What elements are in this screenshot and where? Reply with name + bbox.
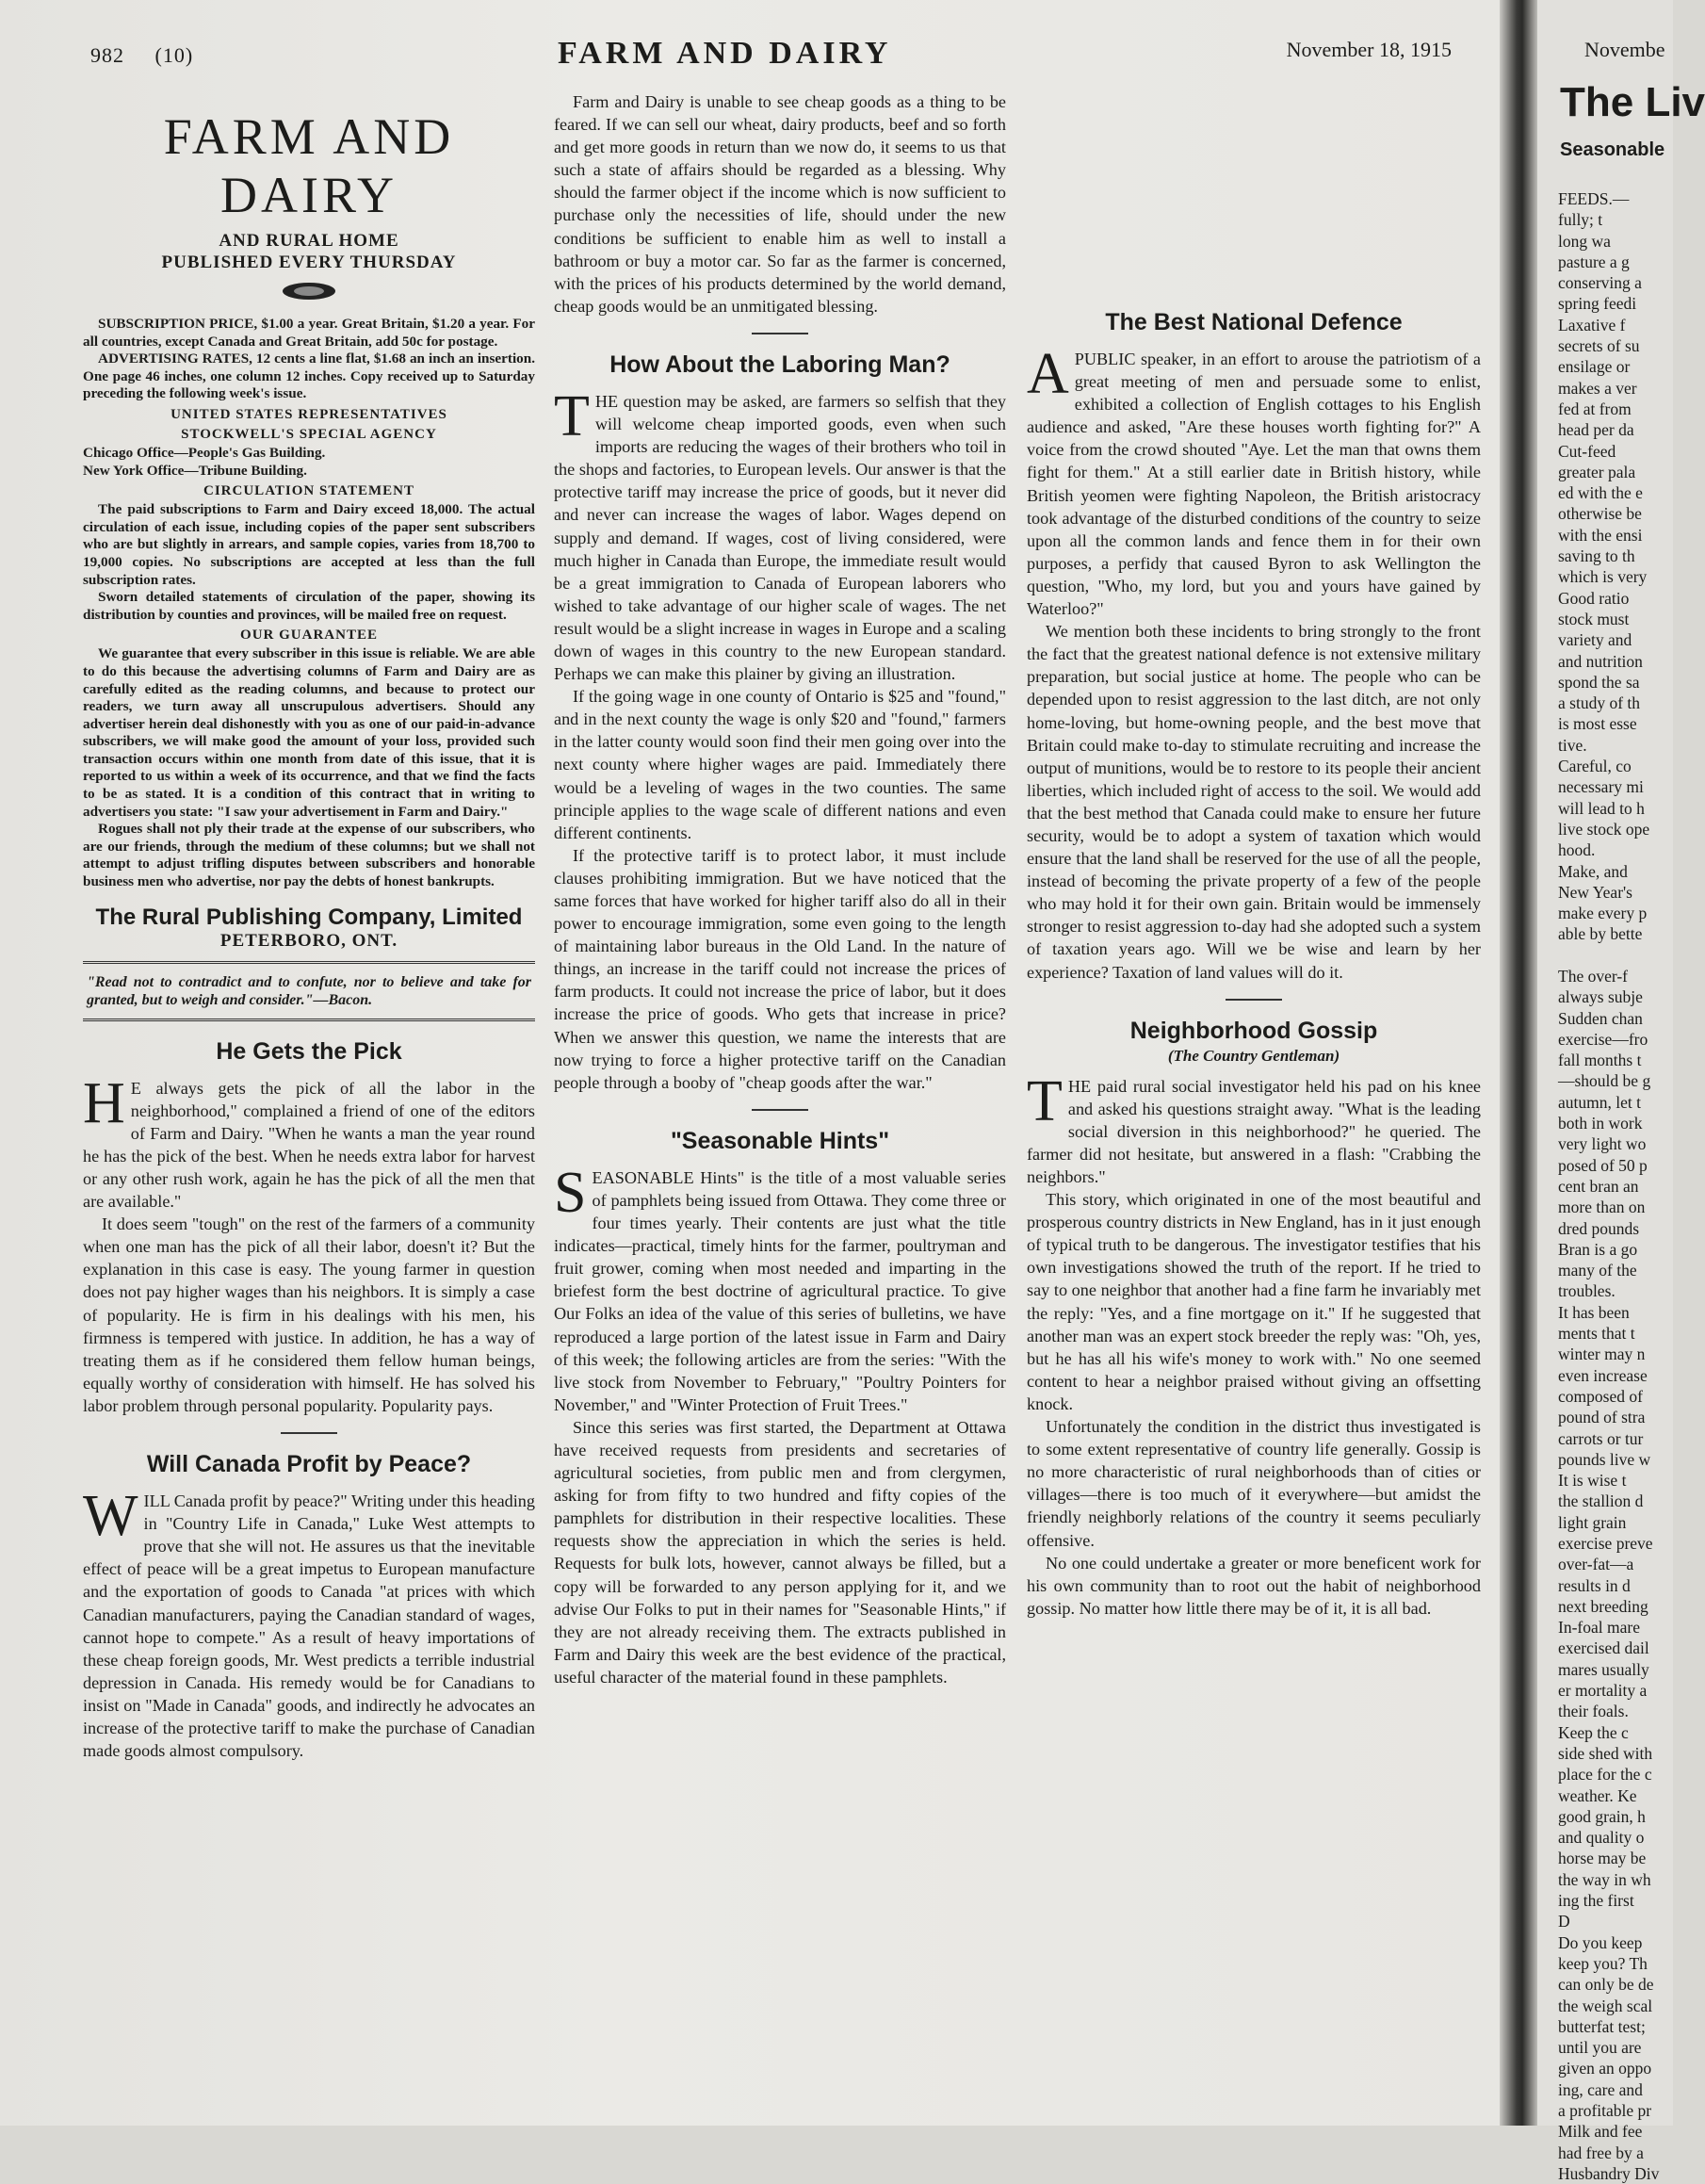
drop-cap: A (1027, 342, 1069, 406)
guarantee-heading: OUR GUARANTEE (240, 627, 378, 644)
adjacent-text-line: pounds live w (1558, 1449, 1651, 1469)
bacon-quote: "Read not to contradict and to confute, nor to believe and take for granted, but to weigh and consider."—Bacon. (87, 973, 531, 1008)
adjacent-text-line: composed of (1558, 1386, 1643, 1406)
adjacent-text-line: many of the (1558, 1261, 1637, 1280)
adjacent-text-line: with the ensi (1558, 525, 1643, 545)
adjacent-text-line: ing, care and (1558, 2079, 1643, 2099)
adjacent-text-line: mares usually (1558, 1659, 1649, 1679)
adjacent-text-line: long wa (1558, 231, 1611, 251)
us-representatives-heading: UNITED STATES REPRESENTATIVES (170, 406, 447, 422)
adjacent-text-line: ing the first (1558, 1891, 1634, 1911)
adjacent-text-line: Good ratio (1558, 588, 1630, 608)
adjacent-text-line: Keep the c (1558, 1722, 1629, 1742)
adjacent-text-line: Cut-feed (1558, 441, 1616, 461)
divider (752, 1109, 808, 1111)
chicago-office: Chicago Office—People's Gas Building. (83, 444, 326, 461)
adjacent-text-line: otherwise be (1558, 504, 1642, 524)
adjacent-text-line: make every p (1558, 904, 1648, 923)
newyork-office: New York Office—Tribune Building. (83, 462, 307, 479)
article-paragraph: THE question may be asked, are farmers so selfish that they will welcome cheap imported goods, even when such imports are reducing the wages of their brothers who toil in the shops and factories, to European levels. Our answer is that the protective tariff may increase the price of goods, but it never did and never can increase the wages of labor. Wages depend on supply and demand. If wages, cost of living considered, were much higher in Canada than Europe, the immediate result would be a great immigration to Canada of European laborers who wished to take advantage of our higher scale of wages. The net result would be a slight increase in wages in Europe and a scaling down of wages in this country to the new European standard. Perhaps we can make this plainer by giving an illustration. (554, 383, 1006, 684)
page-number: 982 (10) (90, 43, 194, 67)
adjacent-text-line: more than on (1558, 1198, 1646, 1217)
adjacent-running-head: Novembe (1584, 38, 1665, 61)
adjacent-text-line: pound of stra (1558, 1408, 1646, 1427)
adjacent-text-line: ensilage or (1558, 357, 1631, 377)
advertising-rates: ADVERTISING RATES, 12 cents a line flat, $1.68 an inch an insertion. One page 46 inches, one column 12 inches. Copy received up to Saturday preceding the following week's issue. (83, 350, 535, 402)
adjacent-title: The Liv (1560, 79, 1705, 125)
circulation-text: The paid subscriptions to Farm and Dairy exceed 18,000. The actual circulation of each issue, including copies of the paper sent subscribers who are but slightly in arrears, and sample copies, varies from 18,700 to 19,000 copies. No subscriptions are accepted at less than the full subscription rates. (83, 501, 535, 588)
publisher-name: The Rural Publishing Company, Limited (95, 904, 523, 930)
divider (83, 961, 535, 964)
adjacent-text-line: secrets of su (1558, 336, 1640, 356)
adjacent-text-line: New Year's (1558, 882, 1632, 902)
adjacent-text-line: Do you keep (1558, 1932, 1643, 1952)
article-paragraph: We mention both these incidents to bring strongly to the front the fact that the greatest national defence is not extensive military preparation, but social justice at home. The people who can be depended upon to resist aggression to the last ditch, are not only home-loving, but home-owning people, and the best move that Britain could make to-day to stimulate recruiting and increase the output of munitions, would be to restore to its people their ancient liberties, which included right of access to the soil. We would add that the best method that Canada could make to ensure her future security, would be to adopt a system of taxation which would ensure that the land shall be reserved for the use of all the people, instead of becoming the private property of a few of the people who may hold it for their own gain. Britain would be immensely stronger to resist aggression to-day had she adopted such a system of taxation years ago. Will we be wise and learn by her experience? Taxation of land values will do it. (1027, 622, 1481, 982)
adjacent-text-line: tive. (1558, 735, 1587, 755)
article-paragraph: If the protective tariff is to protect labor, it must include clauses prohibiting immigration. But we have noticed that the same forces that have worked for higher tariff also do all in their power to encourage immigration, some even going to the length of maintaining labor bureaus in the Old Land. In the nature of things, an increase in the tariff could not increase the prices of farm products. It could not increase the price of labor, but it does increase the price of goods. Who gets that increase in price? When we answer this question, we name the interests that are now trying to force a higher protective tariff on the Canadian people through a booby of "cheap goods after the war." (554, 845, 1006, 1092)
divider (281, 1432, 337, 1434)
adjacent-text-line: which is very (1558, 567, 1648, 587)
adjacent-text-line: over-fat—a (1558, 1555, 1634, 1574)
publication-name: FARM AND DAIRY (558, 36, 892, 71)
article-paragraph: H E always gets the pick of all the labor in the neighborhood," complained a friend of one of the editors of Farm and Dairy. "When he wants a man the year round he has the pick of the best. When he needs extra labor for harvest or any other rush work, again he has the pick of all the men that are available." (83, 1070, 535, 1212)
guarantee-text: We guarantee that every subscriber in this issue is reliable. We are able to do this because the advertising columns of Farm and Dairy are as carefully edited as the reading columns, and because to protect our readers, we turn away all unscrupulous advertisers. Should any advertiser herein deal dishonestly with you as one of our paid-in-advance subscribers, we will make good the amount of your loss, provided such transaction occurs within one month from date of this issue, that it is reported to us within a week of its occurrence, and that we find the facts to be as stated. It is a condition of this contract that in writing to advertisers you state: "I saw your advertisement in Farm and Dairy." (83, 645, 535, 820)
adjacent-text-line: light grain (1558, 1512, 1627, 1532)
page-gutter (1500, 0, 1537, 2126)
adjacent-text-line: —should be g (1558, 1071, 1651, 1091)
adjacent-text-line: Milk and fee (1558, 2122, 1643, 2142)
publisher-city: PETERBORO, ONT. (219, 930, 398, 951)
article-paragraph: APUBLIC speaker, in an effort to arouse the patriotism of a great meeting of men and persuade some to enlist, exhibited a collection of English cottages to his English audience and asked, "Are these houses worth fighting for?" A voice from the crowd shouted "Aye. Let the man that owns them fight for them." At a still earlier date in British history, while British yeomen were fighting Napoleon, the British aristocracy took advantage of the disturbed conditions of the country to seize upon all the common lands and fence them in for their own purposes, a perfidy that caused Byron to ask Wellington the question, "Who, my lord, but you and yours have gained by Waterloo?" (1027, 342, 1481, 619)
drop-cap: H (83, 1070, 125, 1135)
drop-cap: S (554, 1160, 587, 1225)
adjacent-text-line: Bran is a go (1558, 1239, 1638, 1259)
article-paragraph: SEASONABLE Hints" is the title of a most valuable series of pamphlets being issued from Ottawa. They come three or four times yearly. Their contents are just what the title indicates—practical, timely hints for the farmer, poultryman and fruit grower, coming when most needed and imparting in the briefest form the best doctrine of agricultural practice. To give Our Folks an idea of the value of this series of bulletins, we have reproduced a large portion of the latest issue in Farm and Dairy of this week; the following articles are from the series: "With the live stock from November to February," "Poultry Pointers for November," and "Winter Protection of Fruit Trees." (554, 1160, 1006, 1414)
adjacent-text-line: Laxative f (1558, 315, 1626, 334)
adjacent-text-line: will lead to h (1558, 798, 1645, 818)
adjacent-text-line: variety and (1558, 630, 1632, 650)
adjacent-text-line: results in d (1558, 1575, 1631, 1595)
adjacent-text-line: the way in wh (1558, 1869, 1651, 1889)
divider (83, 1019, 535, 1021)
adjacent-text-line: and nutrition (1558, 651, 1643, 671)
adjacent-text-line: Careful, co (1558, 757, 1632, 776)
guarantee-text-2: Rogues shall not ply their trade at the expense of our subscribers, who are our friends, through the medium of these columns; but we shall not attempt to adjust trifling disputes between subscribers and honorable business men who advertise, nor pay the debts of honest bankrupts. (83, 821, 535, 890)
article-title: How About the Laboring Man? (609, 350, 950, 378)
adjacent-text-line: troubles. (1558, 1281, 1616, 1301)
adjacent-text-line: It is wise t (1558, 1471, 1627, 1491)
adjacent-text-line: and quality o (1558, 1828, 1645, 1848)
adjacent-text-line: butterfat test; (1558, 2016, 1646, 2036)
adjacent-text-line: head per da (1558, 420, 1634, 440)
adjacent-text-line: carrots or tur (1558, 1428, 1644, 1448)
adjacent-text-line: a study of th (1558, 693, 1641, 713)
article-paragraph: If the going wage in one county of Ontario is $25 and "found," and in the next county the wage is only $20 and "found," farmers in the latter county would soon find their men going over into the next county where higher wages are paid. Immediately there would be a leveling of wages in the two counties. The same principle applies to the wage scale of different nations and even different continents. (554, 687, 1006, 842)
adjacent-text-line: next breeding (1558, 1596, 1648, 1616)
adjacent-text-line: side shed with (1558, 1743, 1653, 1763)
adjacent-text-line: until you are (1558, 2038, 1642, 2058)
column-2 (554, 90, 1006, 1688)
adjacent-text-line: autumn, let t (1558, 1092, 1641, 1112)
ornament-icon (83, 281, 535, 306)
adjacent-text-line: their foals. (1558, 1702, 1629, 1721)
article-paragraph: Unfortunately the condition in the district thus investigated is to some extent representative of country life generally. Gossip is no more characteristic of rural neighborhoods than of cities or villages—there is too much of it everywhere—but amidst the friendly neighborly relations of the country it seems peculiarly offensive. (1027, 1417, 1481, 1550)
drop-cap: W (83, 1484, 138, 1549)
article-byline: (The Country Gentleman) (1167, 1046, 1340, 1065)
adjacent-text-line: stock must (1558, 609, 1630, 628)
article-paragraph: This story, which originated in one of the most beautiful and prosperous country districts in New England, has in it just enough of typical truth to be dangerous. The investigator testifies that his own investigations showed the truth of the report. If he tried to say to one neighbor that another had a fine farm he invariably met the reply: "Yes, and a fine mortgage on it." If he suggested that another man was an expert stock breeder the reply was: "Oh, yes, but he has all his wife's money to work with." No one seemed content to hear a neighbor praised without giving an offsetting knock. (1027, 1190, 1481, 1413)
adjacent-text-line: dred pounds (1558, 1218, 1640, 1238)
adjacent-text-line: saving to th (1558, 546, 1635, 566)
adjacent-text-line: makes a ver (1558, 378, 1637, 398)
adjacent-text-line: The over-f (1558, 966, 1628, 986)
adjacent-text-line: can only be de (1558, 1975, 1654, 1995)
adjacent-text-line: exercise—fro (1558, 1029, 1648, 1049)
adjacent-text-line: is most esse (1558, 714, 1637, 734)
adjacent-text-line: even increase (1558, 1365, 1648, 1385)
circulation-text-2: Sworn detailed statements of circulation of the paper, showing its distribution by counties and provinces, will be mailed free on request. (83, 589, 535, 623)
adjacent-text-line: very light wo (1558, 1134, 1647, 1154)
adjacent-page (1537, 0, 1705, 2183)
adjacent-text-line: good grain, h (1558, 1806, 1646, 1826)
adjacent-text-line: It has been (1558, 1302, 1630, 1322)
adjacent-text-line: keep you? Th (1558, 1953, 1648, 1973)
adjacent-text-line: Husbandry Div (1558, 2163, 1660, 2183)
article-paragraph: Farm and Dairy is unable to see cheap goods as a thing to be feared. If we can sell our wheat, dairy products, beef and so forth and get more goods in return than we now do, it seems to us that such a state of affairs should be regarded as a blessing. Why should the farmer object if the income which is now sufficient to purchase only the necessities of life, should under the new conditions be sufficient to enable him as well to install a bathroom or buy a motor car. So far as the farmer is concerned, with the prices of his products determined by the world demand, cheap goods would be an unmitigated blessing. (554, 92, 1006, 316)
adjacent-text-line: necessary mi (1558, 777, 1644, 797)
article-paragraph: Since this series was first started, the Department at Ottawa have received requests from presidents and secretaries of agricultural societies, from public men and from clergymen, asking for from fifty to two hundred and fifty copies of the pamphlets for distribution in their respective localities. These requests show the appreciation in which the series is held. Requests for bulk lots, however, cannot always be filled, but a copy will be forwarded to any person applying for it, and we advise Our Folks to put in their names for "Seasonable Hints," if they are not already receiving them. The extracts published in Farm and Dairy this week are the best evidence of the practical, useful character of the material found in these pamphlets. (554, 1417, 1006, 1687)
adjacent-text-line: weather. Ke (1558, 1785, 1637, 1805)
adjacent-text-line: exercised dail (1558, 1638, 1649, 1658)
masthead-frequency: PUBLISHED EVERY THURSDAY (161, 253, 457, 272)
divider (1226, 999, 1282, 1001)
article-paragraph: WILL Canada profit by peace?" Writing under this heading in "Country Life in Canada," Luke West attempts to prove that she will not. He assures us that the inevitable effect of peace will be a great impetus to European manufacture and the exportation of goods to Canada "at prices with which Canadian manufacturers, paying the Canadian standard of wages, cannot hope to compete." As a result of heavy importations of these cheap foreign goods, Mr. West predicts a terrible industrial depression in Canada. His remedy would be for Canadians to insist on "Made in Canada" goods, and indirectly he advocates an increase of the protective tariff to make the purchase of Canadian made goods almost compulsory. (83, 1484, 535, 1761)
article-title: Neighborhood Gossip (1129, 1017, 1378, 1044)
adjacent-text-line: pasture a g (1558, 252, 1630, 271)
adjacent-text-line: ments that t (1558, 1324, 1635, 1344)
adjacent-text-line: cent bran an (1558, 1176, 1639, 1196)
adjacent-text-lines (1558, 188, 1690, 2184)
adjacent-text-line: In-foal mare (1558, 1618, 1640, 1638)
adjacent-text-line: ed with the e (1558, 483, 1643, 503)
adjacent-text-line: the weigh scal (1558, 1996, 1653, 2015)
adjacent-text-line (1558, 945, 1690, 966)
adjacent-text-line: had free by a (1558, 2143, 1644, 2162)
adjacent-text-line: spring feedi (1558, 294, 1637, 314)
adjacent-text-line: horse may be (1558, 1849, 1647, 1868)
adjacent-text-line: fed at from (1558, 399, 1632, 418)
article-paragraph: No one could undertake a greater or more beneficent work for his own community than to root out the habit of neighborhood gossip. No matter how little there may be of it, it is all bad. (1027, 1553, 1481, 1618)
column-3 (1027, 90, 1481, 1620)
drop-cap: T (1027, 1068, 1063, 1133)
adjacent-text-line: greater pala (1558, 462, 1636, 481)
masthead-title: FARM AND DAIRY (163, 108, 455, 223)
adjacent-text-line: posed of 50 p (1558, 1155, 1648, 1175)
agency-name: STOCKWELL'S SPECIAL AGENCY (181, 426, 437, 442)
adjacent-text-line: D (1558, 1912, 1570, 1931)
article-paragraph: THE paid rural social investigator held his pad on his knee and asked his questions straight away. "What is the leading social diversion in this neighborhood?" he queried. The farmer did not hesitate, but answered in a flash: "Crabbing the neighbors." (1027, 1068, 1481, 1186)
issue-date: November 18, 1915 (1286, 38, 1452, 61)
section-number: (10) (154, 43, 194, 67)
adjacent-text-line: given an oppo (1558, 2059, 1652, 2078)
adjacent-text-line: the stallion d (1558, 1491, 1644, 1511)
adjacent-text-line: able by bette (1558, 924, 1643, 944)
adjacent-text-line: place for the c (1558, 1765, 1652, 1785)
article-paragraph: It does seem "tough" on the rest of the farmers of a community when one man has the pick of all their labor, doesn't it? But the explanation in this case is easy. The young farmer in question does not pay higher wages than his neighbors. It is simply a case of popularity. He is firm in his dealings with his men, his firmness is tempered with justice. In addition, he has a way of treating them as if he considered them fellow human beings, equally worthy of consideration with himself. He has solved his labor problem through personal popularity. Popularity pays. (83, 1214, 535, 1415)
adjacent-text-line: Sudden chan (1558, 1008, 1643, 1028)
adjacent-text-line: both in work (1558, 1114, 1643, 1133)
column-1 (83, 90, 535, 1762)
adjacent-text-line: a profitable pr (1558, 2101, 1652, 2121)
adjacent-text-line: fall months t (1558, 1051, 1642, 1070)
adjacent-text-line: exercise preve (1558, 1534, 1653, 1553)
adjacent-subtitle: Seasonable (1560, 139, 1665, 160)
adjacent-text-line: winter may n (1558, 1345, 1646, 1364)
adjacent-text-line: live stock ope (1558, 819, 1650, 839)
article-title: The Best National Defence (1105, 309, 1403, 335)
divider (752, 333, 808, 334)
drop-cap: T (554, 383, 590, 448)
article-title: Will Canada Profit by Peace? (146, 1451, 472, 1478)
adjacent-text-line: fully; t (1558, 210, 1603, 230)
adjacent-text-line: spond the sa (1558, 672, 1640, 692)
article-title: "Seasonable Hints" (670, 1127, 890, 1154)
running-head (90, 36, 1452, 73)
adjacent-text-line: FEEDS.— (1558, 189, 1630, 208)
adjacent-text-line: er mortality a (1558, 1681, 1648, 1701)
article-title: He Gets the Pick (216, 1037, 402, 1065)
adjacent-text-line: Make, and (1558, 861, 1628, 881)
adjacent-text-line: hood. (1558, 840, 1596, 860)
circulation-heading: CIRCULATION STATEMENT (203, 483, 414, 499)
adjacent-text-line: always subje (1558, 987, 1643, 1007)
adjacent-text-line: conserving a (1558, 273, 1642, 293)
subscription-price: SUBSCRIPTION PRICE, $1.00 a year. Great Britain, $1.20 a year. For all countries, except Canada and Great Britain, add 50c for postage. (83, 316, 535, 350)
masthead-subtitle: AND RURAL HOME (219, 231, 399, 251)
